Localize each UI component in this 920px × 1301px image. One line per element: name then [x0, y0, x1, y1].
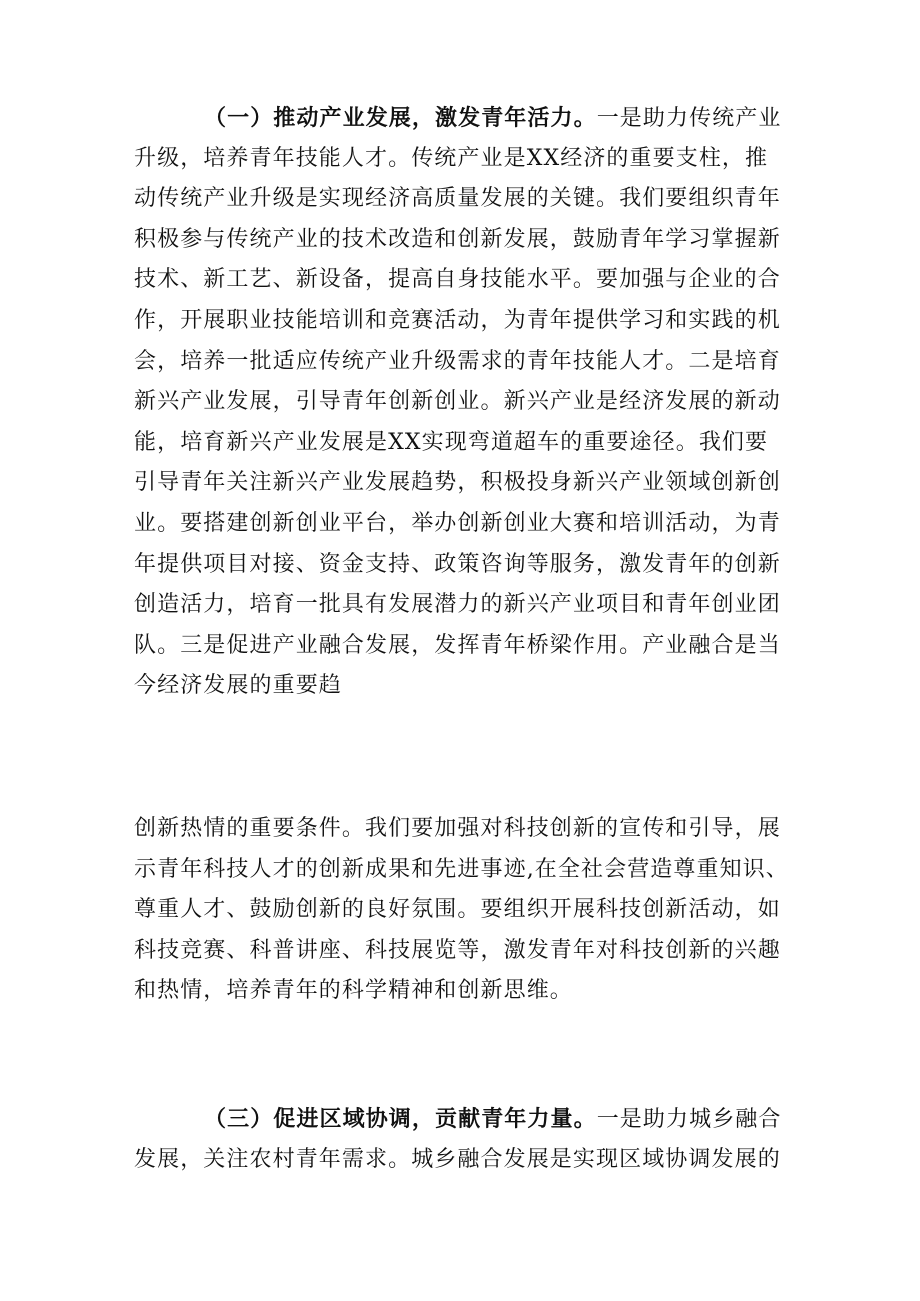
paragraph-line: 尊重人才、鼓励创新的良好氛围。要组织开展科技创新活动，如: [134, 897, 781, 923]
paragraph-line: 新兴产业发展，引导青年创新创业。新兴产业是经济发展的新动: [134, 389, 781, 415]
paragraph-line: [134, 1099, 794, 1140]
fragment-paragraph: [134, 809, 794, 1012]
paragraph-text: 一是助力城乡融合: [596, 1107, 782, 1132]
paragraph-line: 会，培养一批适应传统产业升级需求的青年技能人才。二是培育: [134, 348, 781, 374]
paragraph-line: 升级，培养青年技能人才。传统产业是XX经济的重要支柱，推: [134, 145, 769, 171]
paragraph-line: 技术、新工艺、新设备，提高自身技能水平。要加强与企业的合: [134, 267, 781, 293]
paragraph-line: 积极参与传统产业的技术改造和创新发展，鼓励青年学习掌握新: [134, 226, 781, 252]
paragraph-line: 发展，关注农村青年需求。城乡融合发展是实现区域协调发展的: [134, 1146, 781, 1172]
section-1-heading: （一）推动产业发展，激发青年活力。: [204, 105, 597, 131]
section-1-paragraph: [134, 98, 794, 707]
section-3-heading: （三）促进区域协调，贡献青年力量。: [204, 1106, 597, 1132]
paragraph-line: 能，培育新兴产业发展是XX实现弯道超车的重要途径。我们要: [134, 429, 769, 455]
paragraph-line: 创新热情的重要条件。我们要加强对科技创新的宣传和引导，展: [134, 816, 781, 841]
paragraph-line: 动传统产业升级是实现经济高质量发展的关键。我们要组织青年: [134, 186, 781, 212]
paragraph-line: 创造活力，培育一批具有发展潜力的新兴产业项目和青年创业团: [134, 592, 781, 618]
paragraph-line: 和热情，培养青年的科学精神和创新思维。: [134, 978, 573, 1004]
paragraph-line: 年提供项目对接、资金支持、政策咨询等服务，激发青年的创新: [134, 551, 781, 577]
section-3-paragraph: [134, 1099, 794, 1180]
paragraph-line: 作，开展职业技能培训和竞赛活动，为青年提供学习和实践的机: [134, 307, 781, 333]
paragraph-line: 业。要搭建创新创业平台，举办创新创业大赛和培训活动，为青: [134, 510, 781, 536]
paragraph-line: [134, 98, 794, 139]
paragraph-line: 队。三是促进产业融合发展，发挥青年桥梁作用。产业融合是当: [134, 632, 781, 658]
paragraph-text: 一是助力传统产业: [596, 106, 782, 131]
paragraph-line: 今经济发展的重要趋: [134, 673, 342, 699]
paragraph-line: 引导青年关注新兴产业发展趋势，积极投身新兴产业领域创新创: [134, 470, 781, 496]
paragraph-line: 科技竞赛、科普讲座、科技展览等，激发青年对科技创新的兴趣: [134, 937, 781, 963]
paragraph-line: 示青年科技人才的创新成果和先进事迹,在全社会营造尊重知识、: [134, 856, 789, 882]
